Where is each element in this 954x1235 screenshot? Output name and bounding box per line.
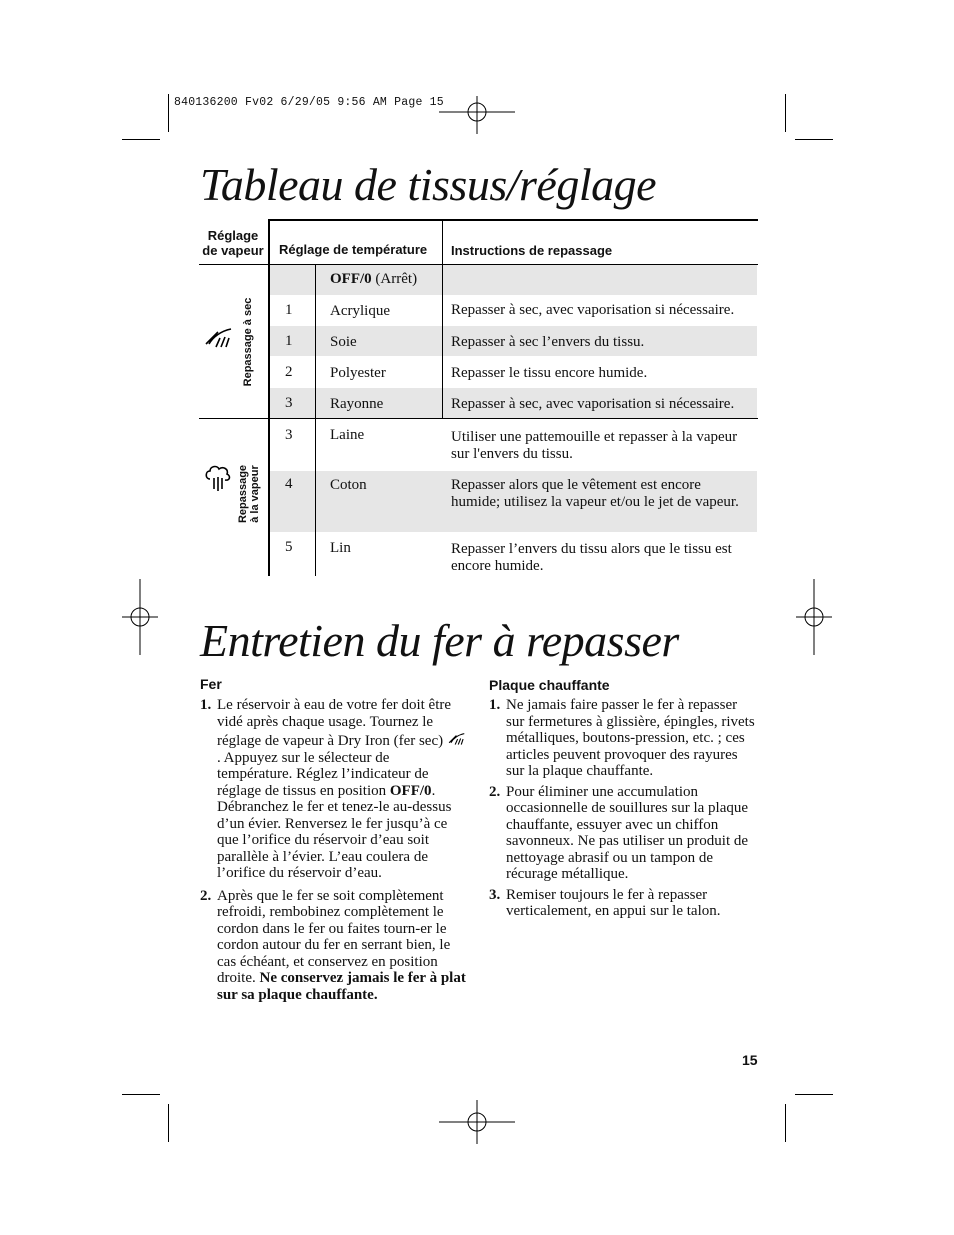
ironing-instruction: Repasser à sec, avec vaporisation si nécessaire. xyxy=(451,396,735,412)
fabric-name: Rayonne xyxy=(330,396,384,412)
table-title: Tableau de tissus/réglage xyxy=(200,159,657,210)
list-item: 2. Après que le fer se soit complètement refroidi, rembobinez complètement le cordon dans le fer ou faites tourn-er le cordon autour du fer en serrant bien, le cas échéant, et conservez en position droite. Ne conservez jamais le fer à plat sur sa plaque chauffante. xyxy=(200,887,466,1003)
table-row: OFF/0 (Arrêt) xyxy=(330,271,418,287)
ironing-instruction: Utiliser une pattemouille et repasser à la vapeur sur l'envers du tissu. xyxy=(451,429,738,462)
dry-iron-icon xyxy=(447,730,467,747)
section-heading-soleplate: Plaque chauffante xyxy=(489,677,610,693)
temperature-number: 4 xyxy=(285,476,293,492)
fabric-name: Polyester xyxy=(330,365,386,381)
page-number: 15 xyxy=(742,1052,758,1068)
list-item: 3. Remiser toujours le fer à repasser verticalement, en appui sur le talon. xyxy=(489,886,721,919)
dry-iron-icon xyxy=(203,323,235,351)
ironing-instruction: Repasser à sec l’envers du tissu. xyxy=(451,334,645,350)
fabric-name: Laine xyxy=(330,427,365,443)
care-title: Entretien du fer à repasser xyxy=(200,615,679,666)
fabric-name: Lin xyxy=(330,540,351,556)
group-label-steam-ironing: Repassage à la vapeur xyxy=(237,464,261,524)
temperature-number: 1 xyxy=(285,333,293,349)
iron-care-list xyxy=(200,697,468,1007)
list-item: 1. Le réservoir à eau de votre fer doit être vidé après chaque usage. Tournez le réglage de vapeur à Dry Iron (fer sec) . Appuyez sur le sélecteur de température. Réglez l’indicateur de réglage de tissus en position OFF/0. Débranchez le fer et tenez-le au-dessus d’un évier. Renversez le fer jusqu’à ce que l’orifice du réservoir d’eau soit parallèle à l’évier. L’eau coulera de l’orifice du réservoir d’eau. xyxy=(200,697,468,882)
section-heading-iron: Fer xyxy=(200,676,222,692)
print-job-mark: 840136200 Fv02 6/29/05 9:56 AM Page 15 xyxy=(174,96,444,109)
list-item: 1. Ne jamais faire passer le fer à repasser sur fermetures à glissière, épingles, rivets métalliques, boutons-pression, etc. ; ces articles peuvent provoquer des rayures sur la plaque chauffante. xyxy=(489,697,755,779)
temperature-number: 2 xyxy=(285,364,293,380)
temperature-number: 5 xyxy=(285,539,293,555)
header-ironing-instructions: Instructions de repassage xyxy=(451,243,613,258)
ironing-instruction: Repasser l’envers du tissu alors que le tissu est encore humide. xyxy=(451,541,732,574)
steam-icon xyxy=(204,463,232,493)
temperature-number: 3 xyxy=(285,395,293,411)
ironing-instruction: Repasser à sec, avec vaporisation si nécessaire. xyxy=(451,302,735,318)
soleplate-care-list xyxy=(489,697,759,924)
ironing-instruction: Repasser le tissu encore humide. xyxy=(451,365,648,381)
fabric-name: Soie xyxy=(330,334,357,350)
temperature-number: 3 xyxy=(285,427,293,443)
group-label-dry-ironing: Repassage à sec xyxy=(242,297,254,387)
fabric-name: Coton xyxy=(330,477,367,493)
list-item: 2. Pour éliminer une accumulation occasionnelle de souillures sur la plaque chauffante, essuyer avec un chiffon savonneux. Ne pas utiliser un produit de nettoyage abrasif ou un tampon de récurage métallique. xyxy=(489,783,749,882)
header-steam-setting: Réglage de vapeur xyxy=(202,228,264,258)
fabric-name: Acrylique xyxy=(330,303,390,319)
ironing-instruction: Repasser alors que le vêtement est encore humide; utilisez la vapeur et/ou le jet de vapeur. xyxy=(451,477,739,510)
header-temperature-setting: Réglage de température xyxy=(279,242,428,257)
temperature-number: 1 xyxy=(285,302,293,318)
